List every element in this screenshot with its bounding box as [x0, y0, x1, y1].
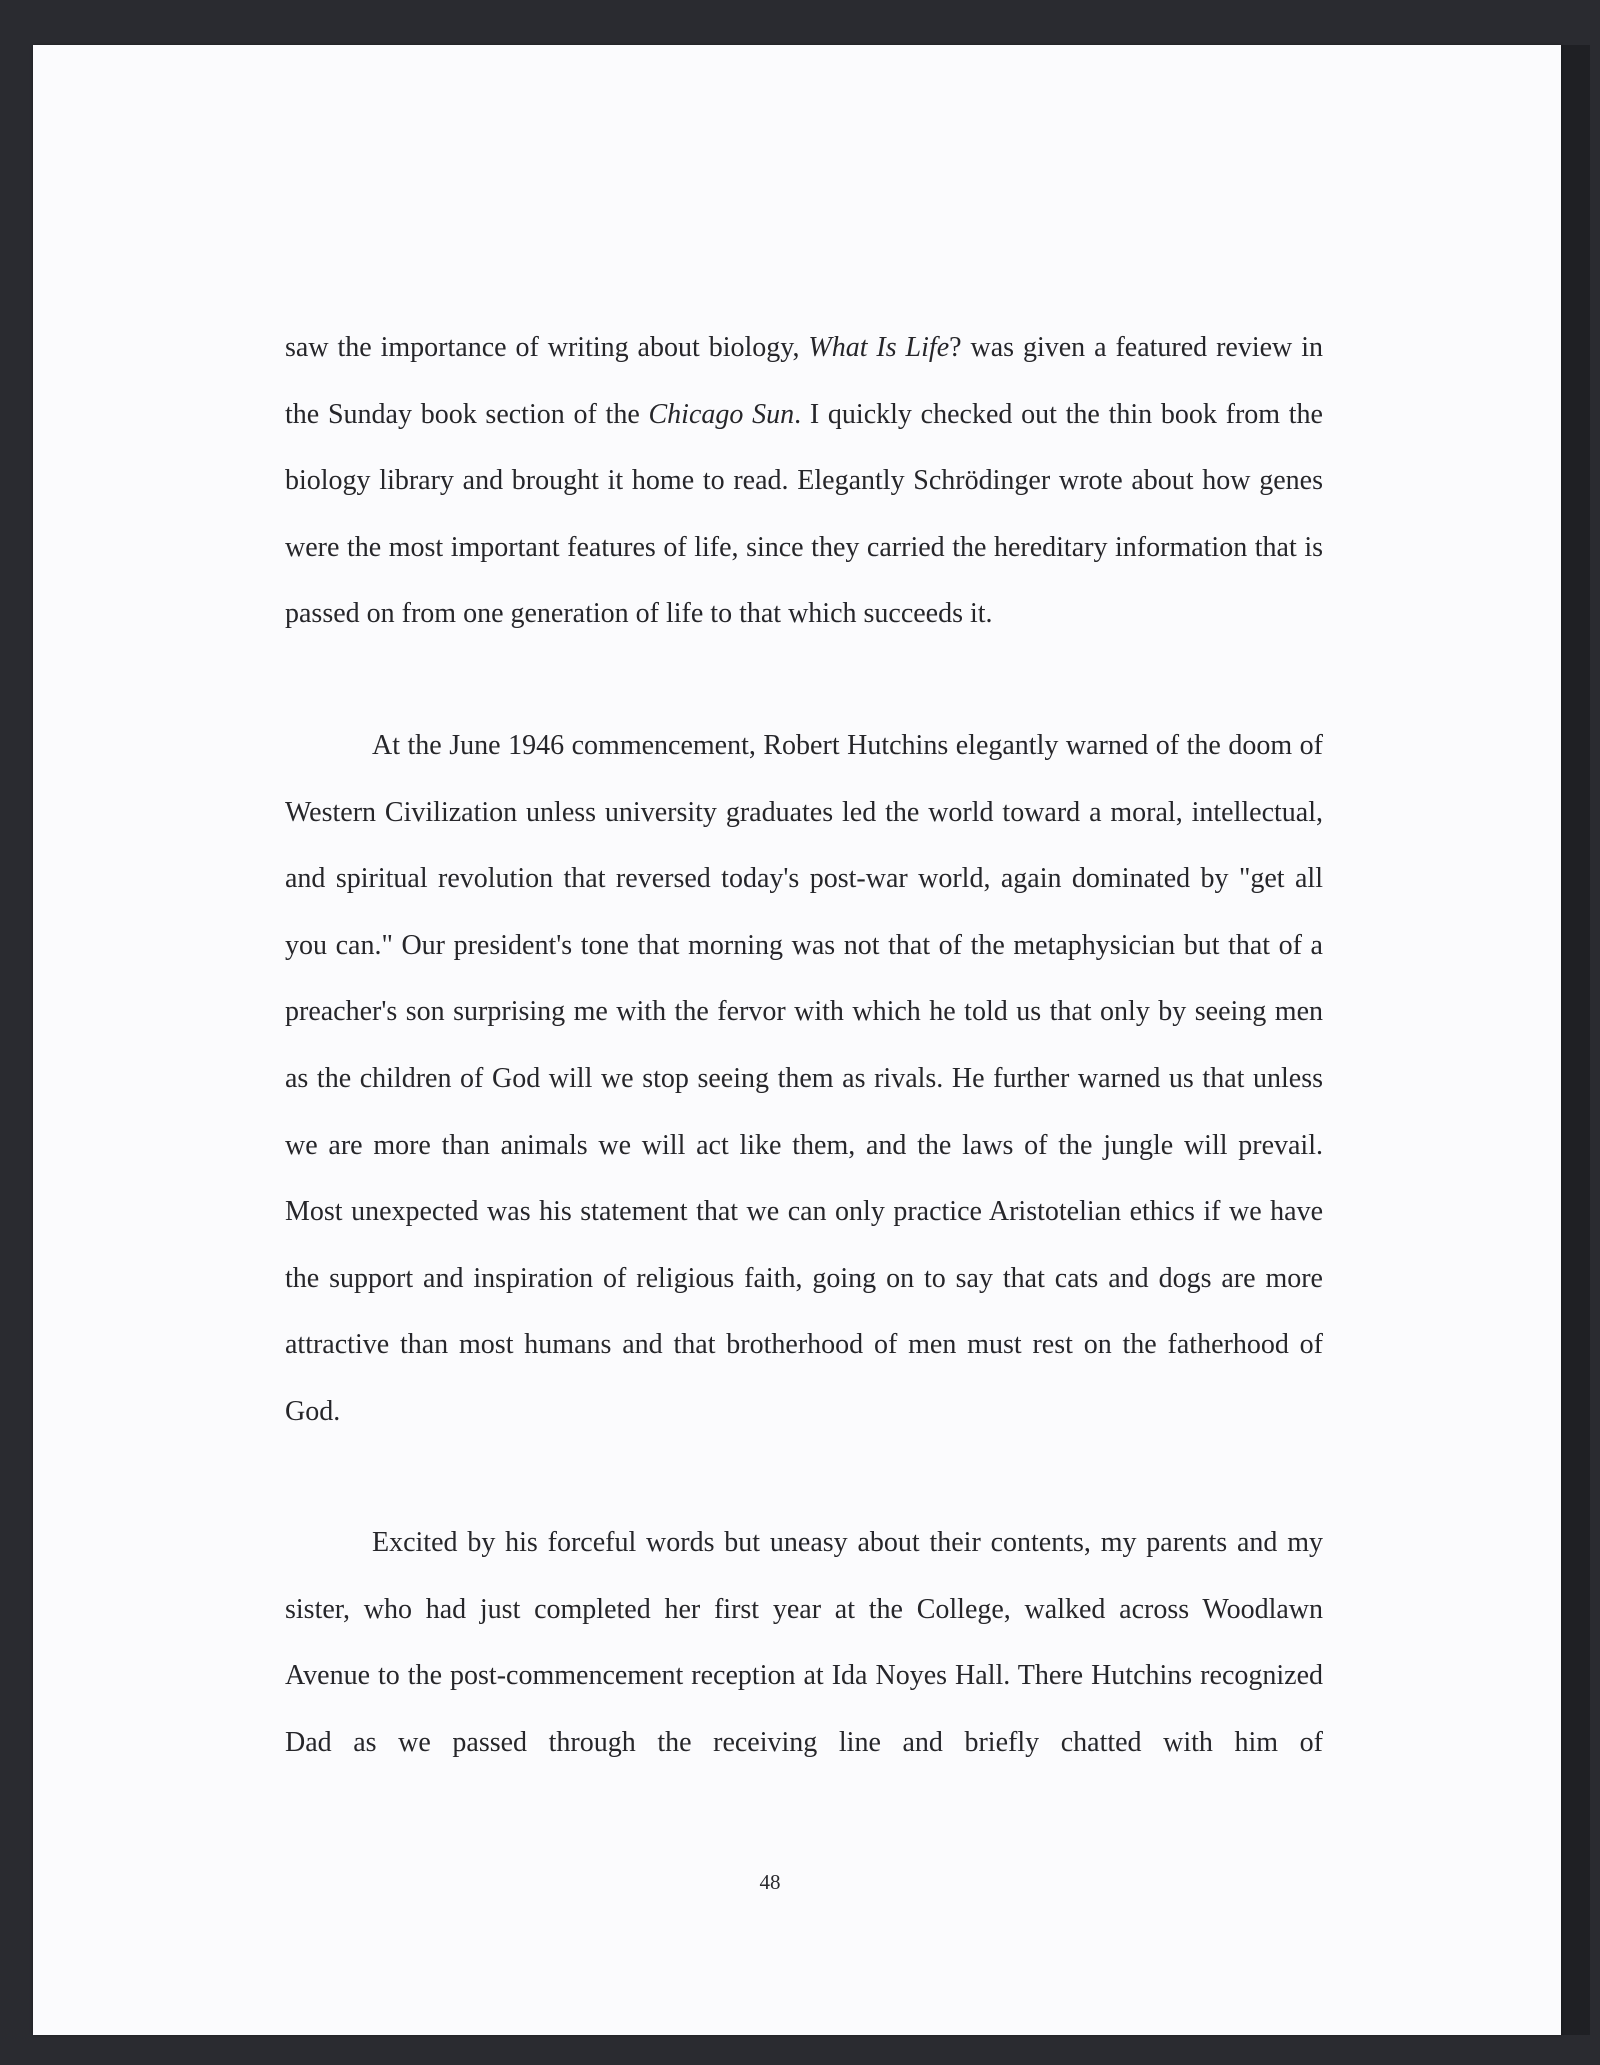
page-number: 48 — [759, 1870, 781, 1894]
paragraph-1-text-middle: ? was given a featured review in the Sunday book section of the — [285, 332, 1323, 430]
paragraph-1-text-start: saw the importance of writing about biology, — [285, 332, 809, 363]
backdrop-edge — [1560, 45, 1590, 2035]
paragraph-1-text-end: . I quickly checked out the thin book from the biology library and brought it home to read. Elegantly Schrödinger wrote about how genes were the most important features of life, since they carried the hereditary information that is passed on from one generation of life to that which succeeds it. — [285, 398, 1323, 630]
paragraph-1 — [285, 315, 1323, 648]
paragraph-2: At the June 1946 commencement, Robert Hutchins elegantly warned of the doom of Western Civilization unless university graduates led the world toward a moral, intellectual, and spiritual revolution that reversed today's post-war world, again dominated by "get all you can." Our president's tone that morning was not that of the metaphysician but that of a preacher's son surprising me with the fervor with which he told us that only by seeing men as the children of God will we stop seeing them as rivals. He further warned us that unless we are more than animals we will act like them, and the laws of the jungle will prevail. Most unexpected was his statement that we can only practice Aristotelian ethics if we have the support and inspiration of religious faith, going on to say that cats and dogs are more attractive than most humans and that brotherhood of men must rest on the fatherhood of God. — [285, 730, 1323, 1427]
paragraph-3: Excited by his forceful words but uneasy about their contents, my parents and my sister, who had just completed her first year at the College, walked across Woodlawn Avenue to the post-commencement reception at Ida Noyes Hall. There Hutchins recognized Dad as we passed through the receiving line and briefly chatted with him of — [285, 1527, 1323, 1758]
newspaper-title-chicago-sun: Chicago Sun — [648, 398, 795, 430]
book-title-what-is-life: What Is Life — [808, 332, 950, 363]
